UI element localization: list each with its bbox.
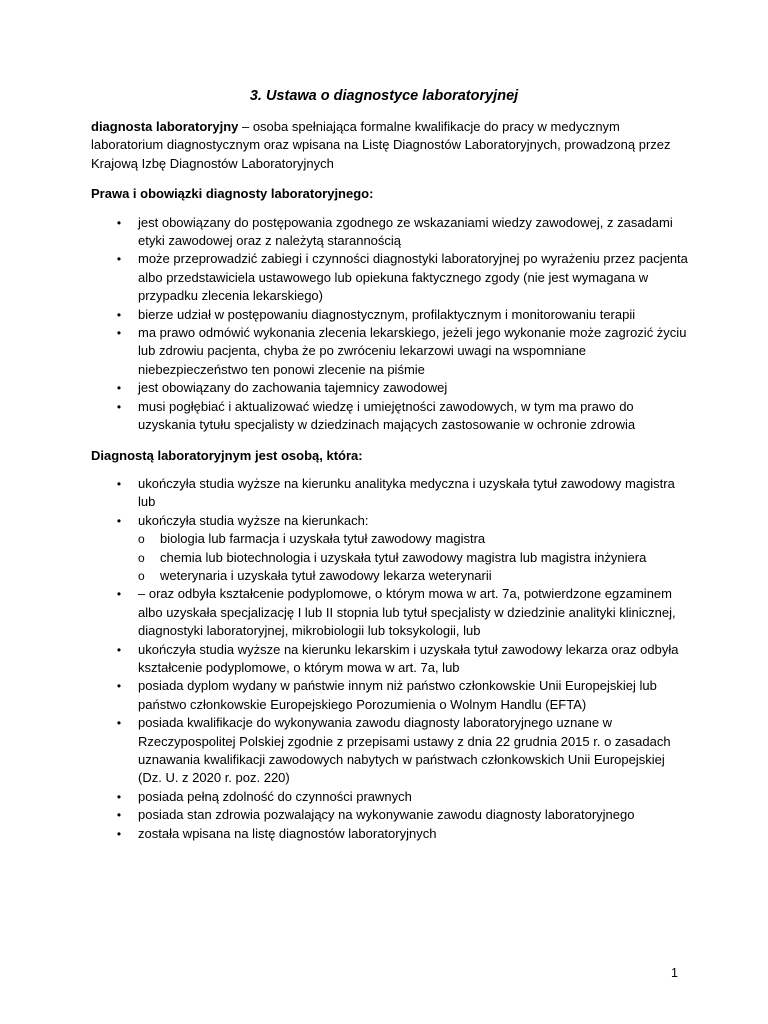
bullet-icon: •	[116, 252, 122, 267]
bullet-icon: •	[116, 399, 122, 414]
sub-list-item	[91, 567, 691, 585]
list-item-text: posiada pełną zdolność do czynności prawnych	[138, 788, 412, 804]
list-item-text: ukończyła studia wyższe na kierunku lekarskim i uzyskała tytuł zawodowy lekarza oraz odbyła kształcenie podyplomowe, o którym mowa w art. 7a, lub	[138, 641, 679, 675]
definition-paragraph	[91, 118, 691, 173]
list-item-text: posiada stan zdrowia pozwalający na wykonywanie zawodu diagnosty laboratoryjnego	[138, 807, 635, 823]
rights-heading: Prawa i obowiązki diagnosty laboratoryjnego:	[91, 186, 374, 202]
bullet-icon: •	[116, 716, 122, 731]
list-item-text: ma prawo odmówić wykonania zlecenia lekarskiego, jeżeli jego wykonanie może zagrozić życiu lub zdrowiu pacjenta, chyba że po zwróceniu lekarzowi uwagi na wspomniane niebezpieczeństwo ten ponowi zlecenie na piśmie	[138, 325, 687, 377]
list-item	[91, 677, 691, 714]
list-item-text: posiada kwalifikacje do wykonywania zawodu diagnosty laboratoryjnego uznane w Rzeczypospolitej Polskiej zgodnie z przepisami ustawy z dnia 22 grudnia 2015 r. o zasadach uznawania kwalifikacji zawodowych nabytych w państwach członkowskich Unii Europejskiej (Dz. U. z 2020 r. poz. 220)	[138, 715, 671, 786]
document-body	[91, 118, 691, 843]
list-item	[91, 475, 691, 512]
list-item	[91, 641, 691, 678]
list-item-text: posiada dyplom wydany w państwie innym niż państwo członkowskie Unii Europejskiej lub państwo członkowskie Europejskiego Porozumienia o Wolnym Handlu (EFTA)	[138, 678, 657, 712]
bullet-icon: •	[116, 679, 122, 694]
who-list	[91, 475, 691, 843]
rights-list	[91, 214, 691, 435]
list-item-text: bierze udział w postępowaniu diagnostycznym, profilaktycznym i monitorowaniu terapii	[138, 306, 636, 322]
list-item-text: – oraz odbyła kształcenie podyplomowe, o którym mowa w art. 7a, potwierdzone egzaminem albo uzyskała specjalizację I lub II stopnia lub tytuł specjalisty w dziedzinie analityki klinicznej, diagnostyki laboratoryjnej, mikrobiologii lub toksykologii, lub	[138, 586, 676, 639]
document-title: 3. Ustawa o diagnostyce laboratoryjnej	[249, 88, 519, 104]
list-item	[91, 806, 691, 824]
bullet-icon: •	[116, 476, 122, 491]
circle-bullet-icon: o	[138, 532, 145, 547]
page-number: 1	[671, 966, 678, 980]
list-item-text: ukończyła studia wyższe na kierunku analityka medyczna i uzyskała tytuł zawodowy magistra lub	[138, 475, 675, 510]
circle-bullet-icon: o	[138, 568, 145, 583]
bullet-icon: •	[116, 587, 122, 602]
bullet-icon: •	[116, 826, 122, 841]
definition-term: diagnosta laboratoryjny	[91, 119, 239, 134]
list-item	[91, 306, 691, 324]
list-item	[91, 324, 691, 379]
bullet-icon: •	[116, 215, 122, 230]
bullet-icon: •	[116, 789, 122, 804]
list-item	[91, 825, 691, 843]
list-item	[91, 714, 691, 788]
list-item	[91, 214, 691, 251]
sub-list-item	[91, 530, 691, 548]
list-item-text: została wpisana na listę diagnostów laboratoryjnych	[138, 825, 437, 841]
sub-list	[138, 530, 691, 585]
bullet-icon: •	[116, 642, 122, 657]
list-item-text: jest obowiązany do postępowania zgodnego ze wskazaniami wiedzy zawodowej, z zasadami etyki zawodowej oraz z należytą starannością	[138, 214, 673, 249]
list-item	[91, 585, 691, 640]
bullet-icon: •	[116, 513, 122, 528]
list-item-text: może przeprowadzić zabiegi i czynności diagnostyki laboratoryjnej po wyrażeniu przez pacjenta albo przedstawiciela ustawowego lub opiekuna faktycznego zgody (nie jest wymagana w przypadku zlecenia lekarskiego)	[138, 251, 688, 304]
bullet-icon: •	[116, 326, 122, 341]
bullet-icon: •	[116, 808, 122, 823]
bullet-icon: •	[116, 381, 122, 396]
list-item-text: ukończyła studia wyższe na kierunkach:	[138, 512, 369, 528]
bullet-icon: •	[116, 307, 122, 322]
list-item-text: musi pogłębiać i aktualizować wiedzę i umiejętności zawodowych, w tym ma prawo do uzyskania tytułu specjalisty w dziedzinach mających zastosowanie w ochronie zdrowia	[138, 398, 636, 433]
list-item	[91, 788, 691, 806]
sub-list-item-text: chemia lub biotechnologia i uzyskała tytuł zawodowy magistra lub magistra inżyniera	[160, 549, 647, 565]
list-item	[91, 512, 691, 586]
list-item	[91, 379, 691, 397]
list-item	[91, 250, 691, 305]
list-item-text: jest obowiązany do zachowania tajemnicy zawodowej	[138, 380, 448, 396]
circle-bullet-icon: o	[138, 550, 145, 565]
sub-list-item	[91, 549, 691, 567]
list-item	[91, 398, 691, 435]
who-heading: Diagnostą laboratoryjnym jest osobą, która:	[91, 447, 363, 463]
definition-text: – osoba spełniająca formalne kwalifikacje do pracy w medycznym laboratorium diagnostycznym oraz wpisana na Listę Diagnostów Laboratoryjnych, prowadzoną przez Krajową Izbę Diagnostów Laboratoryjnych	[91, 119, 671, 171]
sub-list-item-text: biologia lub farmacja i uzyskała tytuł zawodowy magistra	[160, 531, 486, 547]
sub-list-item-text: weterynaria i uzyskała tytuł zawodowy lekarza weterynarii	[160, 567, 492, 583]
